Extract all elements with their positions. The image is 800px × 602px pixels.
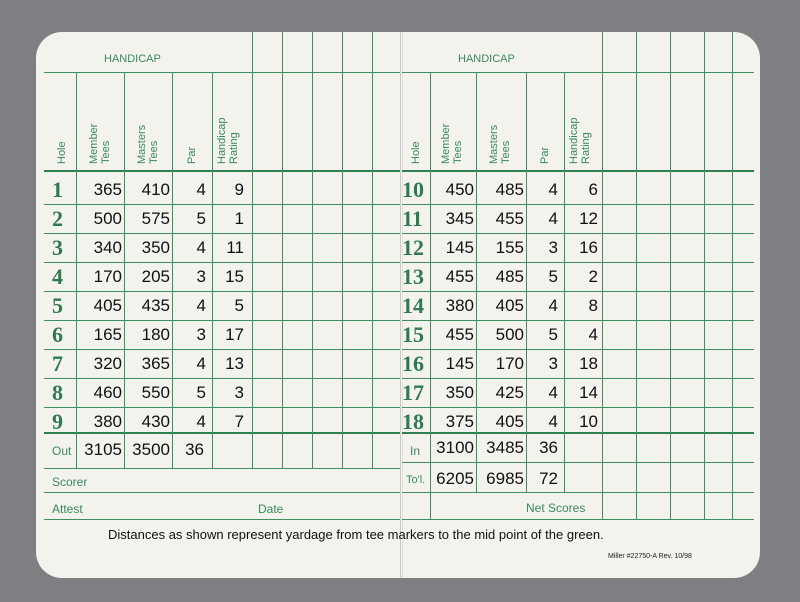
hole-number: 8 (52, 380, 63, 405)
right-in-member: 3100 (436, 438, 474, 457)
left-rule-attest (44, 492, 400, 493)
row-divider (44, 349, 400, 350)
scorecard (36, 32, 760, 578)
left-header-par: Par (186, 146, 198, 164)
left-out-member: 3105 (84, 440, 122, 459)
hole-number: 6 (52, 322, 63, 347)
par-value: 5 (196, 209, 206, 228)
member-tees-value: 500 (93, 209, 122, 228)
masters-tees-value: 430 (141, 412, 170, 431)
left-col-line (212, 72, 213, 468)
right-in-label: In (410, 444, 421, 458)
par-value: 4 (548, 180, 558, 199)
par-value: 4 (196, 238, 206, 257)
hole-number: 14 (402, 293, 424, 318)
left-out-par: 36 (185, 440, 204, 459)
par-value: 3 (548, 238, 558, 257)
row-divider (402, 320, 754, 321)
left-header-masters: Masters Tees (136, 124, 160, 164)
par-value: 3 (196, 325, 206, 344)
par-value: 4 (548, 296, 558, 315)
masters-tees-value: 365 (141, 354, 170, 373)
hole-number: 10 (402, 177, 424, 202)
handicap-rating-value: 6 (588, 180, 598, 199)
hole-number: 9 (52, 409, 63, 434)
hole-number: 7 (52, 351, 63, 376)
masters-tees-value: 170 (495, 354, 524, 373)
right-col-line (732, 32, 733, 519)
masters-tees-value: 155 (495, 238, 524, 257)
member-tees-value: 320 (93, 354, 122, 373)
print-code: Miller #22750-A Rev. 10/98 (608, 553, 692, 560)
handicap-rating-value: 3 (234, 383, 244, 402)
masters-tees-value: 410 (141, 180, 170, 199)
right-total-par: 72 (539, 469, 558, 488)
right-header-handicap-rating: Handicap Rating (568, 117, 592, 164)
left-header-member: Member Tees (88, 123, 112, 164)
masters-tees-value: 485 (495, 180, 524, 199)
right-col-line (564, 72, 565, 492)
masters-tees-value: 485 (495, 267, 524, 286)
row-divider (44, 378, 400, 379)
hole-number: 2 (52, 206, 63, 231)
footer-note: Distances as shown represent yardage from tee markers to the mid point of the green. (108, 527, 604, 542)
par-value: 4 (548, 412, 558, 431)
hole-number: 13 (402, 264, 424, 289)
member-tees-value: 450 (445, 180, 474, 199)
handicap-rating-value: 15 (225, 267, 244, 286)
right-handicap-label: HANDICAP (458, 53, 515, 65)
hole-number: 17 (402, 380, 424, 405)
left-col-line (252, 32, 253, 468)
handicap-rating-value: 2 (588, 267, 598, 286)
right-header-hole: Hole (410, 141, 422, 164)
hole-number: 1 (52, 177, 63, 202)
left-out-label: Out (52, 444, 72, 458)
hole-number: 11 (402, 206, 423, 231)
masters-tees-value: 405 (495, 296, 524, 315)
masters-tees-value: 350 (141, 238, 170, 257)
par-value: 4 (196, 412, 206, 431)
par-value: 4 (548, 383, 558, 402)
left-rule-bottom (44, 519, 400, 520)
member-tees-value: 165 (93, 325, 122, 344)
hole-number: 3 (52, 235, 63, 260)
par-value: 5 (548, 325, 558, 344)
right-in-masters: 3485 (486, 438, 524, 457)
member-tees-value: 405 (93, 296, 122, 315)
row-divider (44, 233, 400, 234)
handicap-rating-value: 7 (234, 412, 244, 431)
member-tees-value: 375 (445, 412, 474, 431)
member-tees-value: 380 (93, 412, 122, 431)
hole-number: 12 (402, 235, 424, 260)
par-value: 4 (196, 296, 206, 315)
right-total-label: To'l. (406, 474, 426, 486)
left-rule-out (44, 432, 400, 434)
row-divider (44, 320, 400, 321)
handicap-rating-value: 8 (588, 296, 598, 315)
handicap-rating-value: 17 (225, 325, 244, 344)
member-tees-value: 365 (93, 180, 122, 199)
masters-tees-value: 435 (141, 296, 170, 315)
right-in-par: 36 (539, 438, 558, 457)
hole-number: 16 (402, 351, 424, 376)
left-out-masters: 3500 (132, 440, 170, 459)
right-header-member: Member Tees (440, 123, 464, 164)
handicap-rating-value: 9 (234, 180, 244, 199)
right-rule-in (402, 432, 754, 434)
member-tees-value: 340 (93, 238, 122, 257)
handicap-rating-value: 16 (579, 238, 598, 257)
handicap-rating-value: 13 (225, 354, 244, 373)
par-value: 4 (548, 209, 558, 228)
right-col-line (476, 72, 477, 492)
row-divider (402, 291, 754, 292)
left-col-line (282, 32, 283, 468)
row-divider (44, 407, 400, 408)
member-tees-value: 455 (445, 325, 474, 344)
right-rule-bottom (402, 519, 754, 520)
member-tees-value: 170 (93, 267, 122, 286)
masters-tees-value: 405 (495, 412, 524, 431)
member-tees-value: 460 (93, 383, 122, 402)
member-tees-value: 380 (445, 296, 474, 315)
row-divider (402, 233, 754, 234)
handicap-rating-value: 11 (226, 238, 244, 257)
left-rule-scorer (44, 468, 400, 469)
handicap-rating-value: 14 (579, 383, 598, 402)
right-col-line (602, 32, 603, 519)
hole-number: 5 (52, 293, 63, 318)
scorer-label: Scorer (52, 475, 88, 489)
row-divider (402, 262, 754, 263)
par-value: 4 (196, 180, 206, 199)
row-divider (402, 407, 754, 408)
masters-tees-value: 575 (141, 209, 170, 228)
masters-tees-value: 500 (495, 325, 524, 344)
right-rule-header (402, 170, 754, 172)
handicap-rating-value: 10 (579, 412, 598, 431)
par-value: 5 (548, 267, 558, 286)
left-col-line (76, 72, 77, 468)
left-handicap-label: HANDICAP (104, 53, 161, 65)
left-col-line (312, 32, 313, 468)
row-divider (402, 349, 754, 350)
masters-tees-value: 180 (141, 325, 170, 344)
left-header-hole: Hole (56, 141, 68, 164)
par-value: 5 (196, 383, 206, 402)
member-tees-value: 145 (445, 354, 474, 373)
masters-tees-value: 425 (495, 383, 524, 402)
right-total-masters: 6985 (486, 469, 524, 488)
row-divider (44, 291, 400, 292)
right-col-line (704, 32, 705, 519)
left-header-handicap-rating: Handicap Rating (216, 117, 240, 164)
hole-number: 18 (402, 409, 424, 434)
handicap-rating-value: 1 (234, 209, 244, 228)
left-rule-header (44, 170, 400, 172)
member-tees-value: 350 (445, 383, 474, 402)
handicap-rating-value: 4 (588, 325, 598, 344)
left-col-line (172, 72, 173, 468)
masters-tees-value: 205 (141, 267, 170, 286)
hole-number: 4 (52, 264, 63, 289)
right-total-member: 6205 (436, 469, 474, 488)
net-scores-label: Net Scores (526, 501, 586, 515)
row-divider (44, 204, 400, 205)
member-tees-value: 145 (445, 238, 474, 257)
left-rule-handicap (44, 72, 400, 73)
row-divider (402, 378, 754, 379)
handicap-rating-value: 12 (579, 209, 598, 228)
card-fold (400, 32, 401, 578)
par-value: 3 (196, 267, 206, 286)
left-col-line (124, 72, 125, 468)
hole-number: 15 (402, 322, 424, 347)
right-col-line (670, 32, 671, 519)
masters-tees-value: 455 (495, 209, 524, 228)
left-col-line (372, 32, 373, 468)
right-col-line (636, 32, 637, 519)
left-col-line (342, 32, 343, 468)
par-value: 4 (196, 354, 206, 373)
row-divider (402, 204, 754, 205)
right-header-masters: Masters Tees (488, 124, 512, 164)
par-value: 3 (548, 354, 558, 373)
right-rule-handicap (402, 72, 754, 73)
right-rule-total (402, 462, 754, 463)
right-header-par: Par (539, 146, 551, 164)
handicap-rating-value: 5 (234, 296, 244, 315)
masters-tees-value: 550 (141, 383, 170, 402)
date-label: Date (258, 502, 284, 516)
member-tees-value: 345 (445, 209, 474, 228)
row-divider (44, 262, 400, 263)
handicap-rating-value: 18 (579, 354, 598, 373)
attest-label: Attest (52, 502, 83, 516)
right-rule-net (402, 492, 754, 493)
member-tees-value: 455 (445, 267, 474, 286)
